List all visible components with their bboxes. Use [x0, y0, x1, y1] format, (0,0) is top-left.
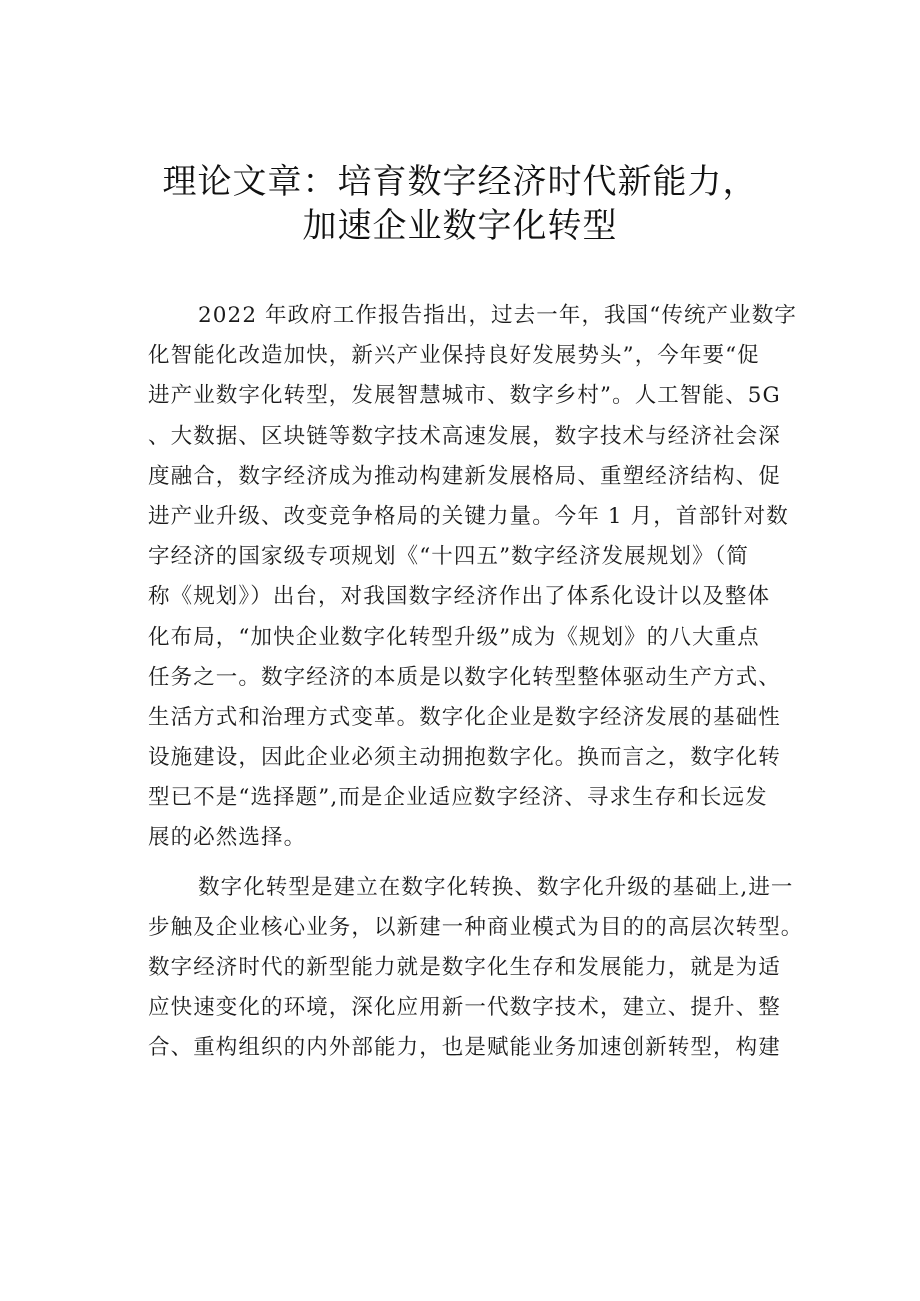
paragraph-line: 字经济的国家级专项规划《“十四五”数字经济发展规划》（简 [148, 544, 750, 570]
paragraph-line: 称《规划》）出台，对我国数字经济作出了体系化设计以及整体 [148, 584, 771, 610]
paragraph-line: 数字经济时代的新型能力就是数字化生存和发展能力，就是为适 [148, 955, 781, 980]
paragraph-line: 应快速变化的环境，深化应用新一代数字技术，建立、提升、整 [148, 995, 781, 1021]
paragraph-line: 进产业数字化转型，发展智慧城市、数字乡村”。人工智能、5G [148, 383, 781, 409]
document-title-line-1: 理论文章：培育数字经济时代新能力， [162, 162, 758, 202]
paragraph-line: 进产业升级、改变竞争格局的关键力量。今年 1 月，首部针对数 [148, 503, 789, 529]
document-title-line-2: 加速企业数字化转型 [302, 206, 618, 246]
paragraph-line: 步触及企业核心业务，以新建一种商业模式为目的的高层次转型。 [148, 914, 804, 940]
paragraph-line: 度融合，数字经济成为推动构建新发展格局、重塑经济结构、促 [148, 463, 781, 489]
paragraph-line: 化布局，“加快企业数字化转型升级”成为《规划》的八大重点 [148, 624, 760, 650]
paragraph-line: 2022 年政府工作报告指出，过去一年，我国“传统产业数字 [198, 303, 797, 328]
paragraph-line: 设施建设，因此企业必须主动拥抱数字化。换而言之，数字化转 [148, 745, 781, 771]
paragraph-line: 合、重构组织的内外部能力，也是赋能业务加速创新转型，构建 [148, 1035, 781, 1061]
paragraph-line: 型已不是“选择题”,而是企业适应数字经济、寻求生存和长远发 [148, 785, 768, 811]
paragraph-2 [148, 868, 820, 1069]
paragraph-line: 、大数据、区块链等数字技术高速发展，数字技术与经济社会深 [148, 423, 781, 449]
paragraph-gap [148, 859, 820, 868]
paragraph-line: 数字化转型是建立在数字化转换、数字化升级的基础上,进一 [198, 874, 794, 900]
document-body [148, 296, 820, 1069]
paragraph-line: 生活方式和治理方式变革。数字化企业是数字经济发展的基础性 [148, 704, 781, 730]
paragraph-line: 任务之一。数字经济的本质是以数字化转型整体驱动生产方式、 [148, 664, 781, 690]
paragraph-1 [148, 296, 820, 859]
paragraph-line: 展的必然选择。 [148, 825, 307, 851]
paragraph-line: 化智能化改造加快，新兴产业保持良好发展势头”，今年要“促 [148, 343, 760, 369]
